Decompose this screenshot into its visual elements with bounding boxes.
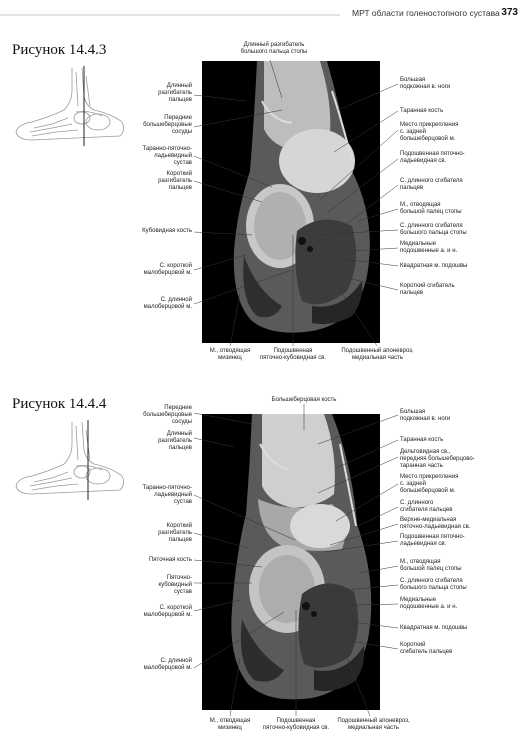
fig2-label-right-7: Подошвенная пяточно- ладьевидная св. bbox=[400, 534, 465, 548]
fig2-label-right-4: Место прикрепления с. задней большеберцовой м. bbox=[400, 474, 459, 495]
fig1-label-left-6: С. короткой малоберцовой м. bbox=[143, 263, 192, 277]
fig1-label-left-7: С. длинной малоберцовой м. bbox=[143, 297, 192, 311]
fig2-label-right-3: Дельтовидная св., передняя большеберцово- таранная часть bbox=[400, 449, 475, 470]
fig2-label-right-2: Таранная кость bbox=[400, 437, 444, 443]
fig2-label-left-6: Пяточно- кубовидный сустав bbox=[158, 575, 192, 596]
fig1-label-right-6: М., отводящая большой палец стопы bbox=[400, 202, 462, 216]
header-rule bbox=[0, 14, 340, 16]
fig2-label-left-2: Длинный разгибатель пальцев bbox=[158, 431, 192, 452]
fig1-label-bottom-1: М., отводящая мизинец bbox=[209, 348, 251, 362]
fig2-label-right-12: Короткий сгибатель пальцев bbox=[400, 642, 453, 656]
fig2-label-bottom-1: М., отводящая мизинец bbox=[209, 718, 251, 732]
fig2-label-bottom-3: Подошвенный апоневроз, медиальная часть bbox=[337, 718, 410, 732]
mri-image-2 bbox=[202, 414, 380, 710]
fig1-label-right-2: Таранная кость bbox=[400, 108, 444, 114]
fig2-label-left-1: Передние большеберцовые сосуды bbox=[143, 405, 192, 426]
fig2-label-right-6: Верхне-медиальная пяточно-ладьевидная св. bbox=[400, 517, 471, 531]
fig2-label-bottom-2: Подошвенная пяточно-кубовидная св. bbox=[262, 718, 330, 732]
fig2-label-left-4: Короткий разгибатель пальцев bbox=[158, 523, 192, 544]
fig2-label-left-7: С. короткой малоберцовой м. bbox=[143, 605, 192, 619]
fig2-label-right-8: М., отводящая большой палец стопы bbox=[400, 559, 462, 573]
fig1-label-right-8: Медиальные подошвенные а. и н. bbox=[400, 241, 458, 255]
figure-title: Рисунок 14.4.4 bbox=[12, 396, 107, 412]
fig2-label-left-8: С. длинной малоберцовой м. bbox=[143, 658, 192, 672]
fig2-label-right-10: Медиальные подошвенные а. и н. bbox=[400, 597, 458, 611]
mri-image-1 bbox=[202, 61, 380, 343]
fig1-label-left-3: Таранно-пяточно- ладьевидный сустав bbox=[142, 146, 192, 167]
fig1-label-right-7: С. длинного сгибателя большого пальца стопы bbox=[400, 223, 467, 237]
section-title: МРТ области голеностопного сустава bbox=[352, 8, 500, 18]
fig1-label-left-1: Длинный разгибатель пальцев bbox=[158, 83, 192, 104]
fig2-label-right-5: С. длинного сгибателя пальцев bbox=[400, 500, 453, 514]
fig1-label-left-4: Короткий разгибатель пальцев bbox=[158, 171, 192, 192]
fig1-label-right-10: Короткий сгибатель пальцев bbox=[400, 283, 455, 297]
fig1-label-right-5: С. длинного сгибателя пальцев bbox=[400, 178, 463, 192]
fig2-label-right-9: С. длинного сгибателя большого пальца стопы bbox=[400, 578, 467, 592]
fig2-label-left-5: Пяточная кость bbox=[148, 557, 192, 563]
fig1-label-top: Длинный разгибатель большого пальца стопы bbox=[240, 42, 308, 56]
fig1-label-left-5: Кубовидная кость bbox=[142, 228, 192, 234]
figure-title: Рисунок 14.4.3 bbox=[12, 42, 107, 58]
fig2-label-right-11: Квадратная м. подошвы bbox=[400, 625, 468, 631]
fig1-label-bottom-2: Подошвенная пяточно-кубовидная св. bbox=[259, 348, 327, 362]
fig2-label-top: Большеберцовая кость bbox=[271, 397, 337, 403]
page-number: 373 bbox=[501, 7, 518, 18]
fig2-label-right-1: Большая подкожная в. ноги bbox=[400, 409, 451, 423]
fig1-label-bottom-3: Подошвенный апоневроз, медиальная часть bbox=[341, 348, 414, 362]
fig2-label-left-3: Таранно-пяточно- ладьевидный сустав bbox=[142, 485, 192, 506]
fig1-label-right-4: Подошвенная пяточно- ладьевидная св. bbox=[400, 151, 465, 165]
fig1-label-right-3: Место прикрепления с. задней большеберцовой м. bbox=[400, 122, 459, 143]
fig1-label-right-1: Большая подкожная в. ноги bbox=[400, 77, 451, 91]
fig1-label-left-2: Передние большеберцовые сосуды bbox=[143, 115, 192, 136]
fig1-label-right-9: Квадратная м. подошвы bbox=[400, 263, 468, 269]
